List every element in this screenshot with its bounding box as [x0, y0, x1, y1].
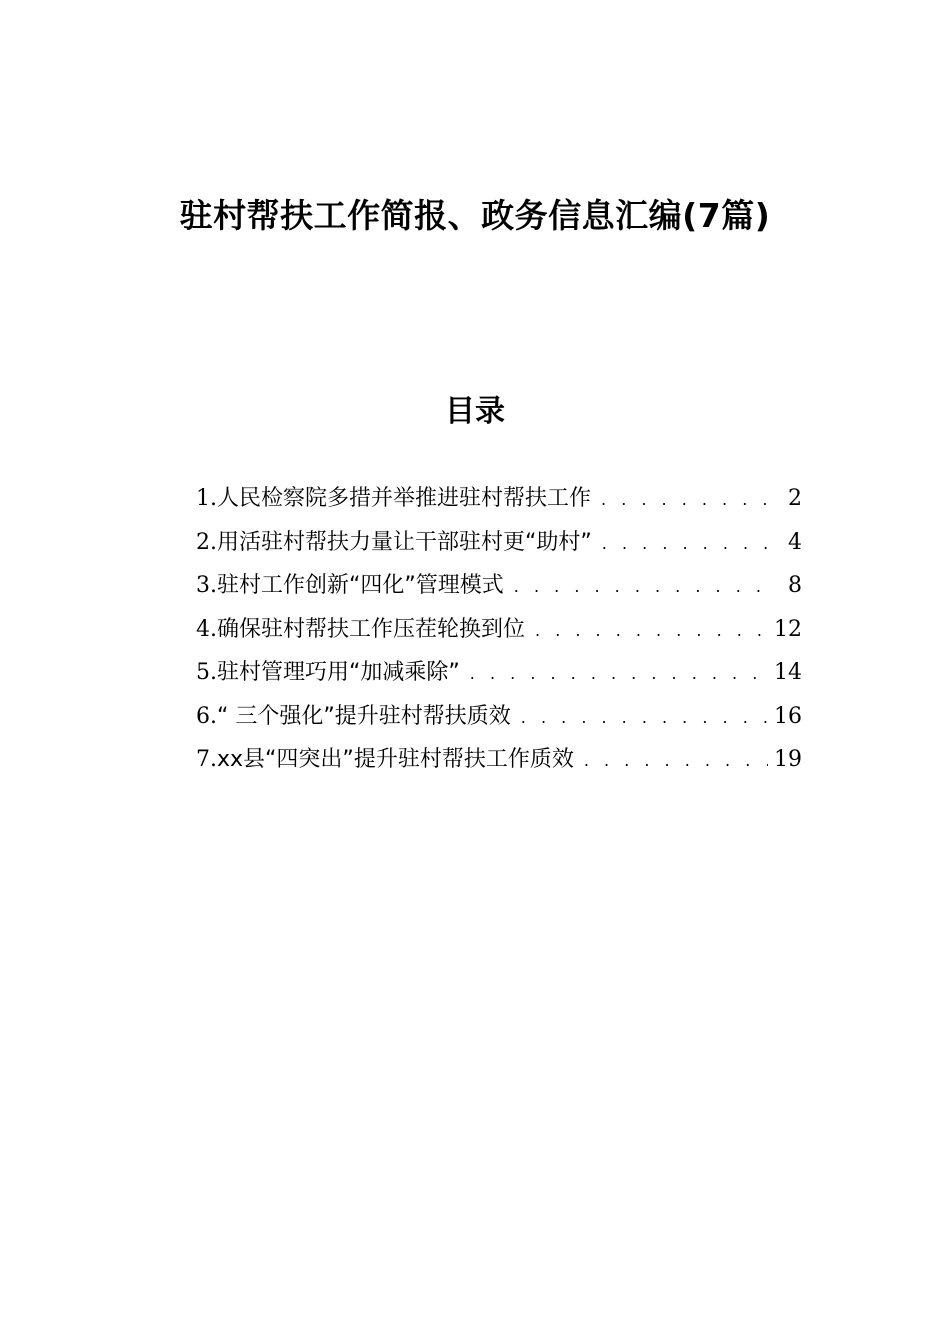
toc-page-number: 8: [788, 573, 802, 598]
toc-page-number: 12: [774, 616, 802, 642]
toc-entry-number: 2.: [196, 529, 217, 555]
toc-dot-leader: [602, 522, 772, 566]
toc-entry-title: [196, 564, 504, 608]
toc-page-number: 2: [788, 486, 802, 511]
toc-dot-leader: [601, 478, 772, 522]
table-of-contents: [196, 477, 802, 782]
toc-heading: 目录: [445, 394, 505, 429]
toc-entry-text: “ 三个强化”提升驻村帮扶质效: [217, 703, 511, 729]
toc-entry[interactable]: [196, 521, 802, 565]
toc-entry-title: [196, 651, 460, 695]
toc-entry-text: 驻村管理巧用“加减乘除”: [217, 660, 460, 685]
toc-entry[interactable]: [196, 608, 802, 652]
toc-entry-text: 驻村工作创新“四化”管理模式: [217, 573, 504, 598]
toc-dot-leader: [535, 609, 768, 653]
toc-dot-leader: [470, 652, 768, 696]
toc-page-number: 16: [774, 703, 802, 729]
toc-dot-leader: [514, 565, 772, 609]
document-title: 驻村帮扶工作简报、政务信息汇编(7篇): [179, 196, 771, 235]
toc-entry-title: [196, 608, 525, 652]
toc-entry-text: xx县“四突出”提升驻村帮扶工作质效: [217, 747, 574, 772]
toc-entry-title: [196, 521, 592, 565]
toc-dot-leader: [521, 696, 768, 740]
toc-entry[interactable]: [196, 738, 802, 782]
toc-page-number: 4: [788, 529, 802, 555]
toc-entry-text: 用活驻村帮扶力量让干部驻村更“助村”: [217, 529, 592, 555]
toc-entry-title: [196, 738, 574, 782]
toc-entry-title: [196, 477, 591, 521]
toc-page-number: 14: [774, 660, 802, 685]
toc-entry-number: 3.: [196, 573, 217, 598]
toc-entry-title: [196, 695, 511, 739]
toc-entry[interactable]: [196, 651, 802, 695]
toc-entry[interactable]: [196, 564, 802, 608]
toc-entry-text: 人民检察院多措并举推进驻村帮扶工作: [217, 486, 592, 511]
toc-dot-leader: [584, 739, 768, 783]
toc-entry-text: 确保驻村帮扶工作压茬轮换到位: [217, 616, 526, 642]
toc-page-number: 19: [774, 747, 802, 772]
toc-entry[interactable]: [196, 695, 802, 739]
toc-entry-number: 4.: [196, 616, 217, 642]
toc-entry-number: 1.: [196, 486, 217, 511]
toc-entry-number: 5.: [196, 660, 217, 685]
toc-entry-number: 7.: [196, 747, 217, 772]
toc-entry-number: 6.: [196, 703, 217, 729]
toc-entry[interactable]: [196, 477, 802, 521]
